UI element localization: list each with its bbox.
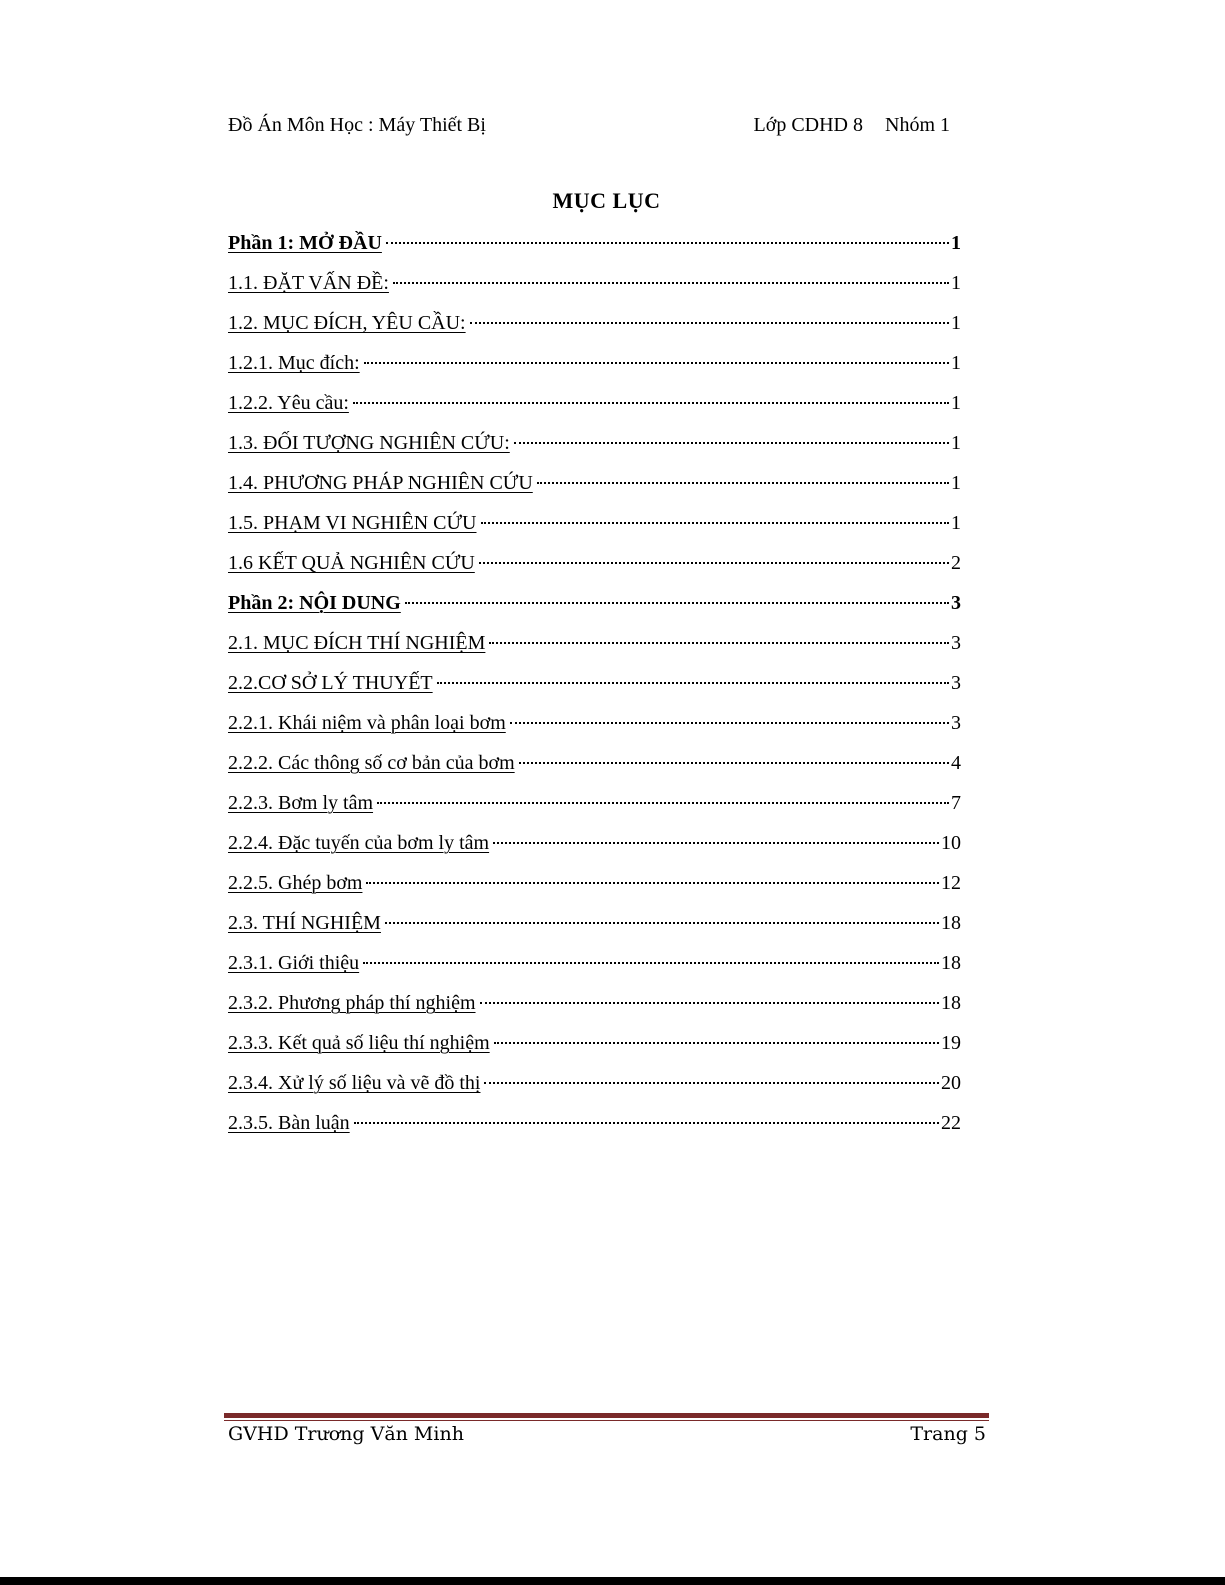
toc-entry-label[interactable]: 2.2.2. Các thông số cơ bản của bơm [228, 752, 515, 774]
toc-entry[interactable] [228, 466, 961, 506]
toc-entry-page: 18 [941, 992, 961, 1014]
toc-entry-label[interactable]: 2.2.1. Khái niệm và phân loại bơm [228, 712, 506, 734]
toc-entry-page: 1 [951, 432, 961, 454]
toc-entry-page: 1 [951, 472, 961, 494]
table-of-contents [228, 226, 961, 1146]
page-header [228, 114, 950, 144]
toc-leader-dots [479, 562, 949, 564]
toc-entry-page: 4 [951, 752, 961, 774]
page-footer [228, 1423, 986, 1451]
toc-entry-label[interactable]: 1.6 KẾT QUẢ NGHIÊN CỨU [228, 552, 475, 574]
toc-entry[interactable] [228, 786, 961, 826]
toc-entry[interactable] [228, 1066, 961, 1106]
toc-leader-dots [484, 1082, 939, 1084]
toc-entry-page: 2 [951, 552, 961, 574]
toc-entry-label[interactable]: Phần 1: MỞ ĐẦU [228, 232, 382, 254]
toc-title: MỤC LỤC [552, 188, 661, 213]
page-edge [0, 1577, 1225, 1585]
toc-entry-page: 10 [941, 832, 961, 854]
toc-entry-page: 3 [951, 712, 961, 734]
toc-entry[interactable] [228, 346, 961, 386]
advisor-name: GVHD Trương Văn Minh [228, 1423, 464, 1445]
toc-leader-dots [514, 442, 949, 444]
toc-entry[interactable] [228, 1106, 961, 1146]
toc-entry-label[interactable]: 1.2. MỤC ĐÍCH, YÊU CẦU: [228, 312, 466, 334]
toc-leader-dots [510, 722, 949, 724]
toc-entry-label[interactable]: 2.2.4. Đặc tuyến của bơm ly tâm [228, 832, 490, 854]
toc-entry[interactable] [228, 426, 961, 466]
toc-leader-dots [385, 922, 939, 924]
toc-leader-dots [363, 962, 939, 964]
toc-entry-page: 18 [941, 952, 961, 974]
toc-leader-dots [519, 762, 949, 764]
toc-entry-page: 1 [951, 352, 961, 374]
class-group [754, 114, 950, 137]
class-label: Lớp CDHD 8 [753, 114, 863, 136]
toc-entry-label[interactable]: 2.2.3. Bơm ly tâm [228, 792, 374, 814]
toc-leader-dots [493, 842, 939, 844]
toc-entry[interactable] [228, 946, 961, 986]
toc-entry[interactable] [228, 666, 961, 706]
toc-entry-label[interactable]: 1.2.1. Mục đích: [228, 352, 360, 374]
toc-entry-page: 19 [941, 1032, 961, 1054]
toc-entry[interactable] [228, 746, 961, 786]
course-title: Đồ Án Môn Học : Máy Thiết Bị [228, 114, 486, 136]
toc-entry[interactable] [228, 986, 961, 1026]
toc-entry[interactable] [228, 306, 961, 346]
toc-leader-dots [366, 882, 939, 884]
toc-entry-label[interactable]: 2.3.4. Xử lý số liệu và vẽ đồ thị [228, 1072, 481, 1094]
toc-entry-label[interactable]: 1.4. PHƯƠNG PHÁP NGHIÊN CỨU [228, 472, 533, 494]
toc-entry[interactable] [228, 266, 961, 306]
toc-leader-dots [393, 282, 949, 284]
toc-entry[interactable] [228, 906, 961, 946]
toc-entry-label[interactable]: 2.2.CƠ SỞ LÝ THUYẾT [228, 672, 433, 694]
toc-entry-page: 22 [941, 1112, 961, 1134]
toc-entry[interactable] [228, 506, 961, 546]
toc-entry[interactable] [228, 546, 961, 586]
toc-entry-page: 3 [951, 632, 961, 654]
toc-leader-dots [386, 242, 949, 244]
toc-entry-page: 3 [951, 672, 961, 694]
toc-entry-page: 1 [951, 272, 961, 294]
toc-entry-label[interactable]: 2.3.2. Phương pháp thí nghiệm [228, 992, 476, 1014]
toc-entry-page: 1 [951, 512, 961, 534]
toc-entry-page: 3 [951, 592, 961, 614]
toc-entry-label[interactable]: 2.3.5. Bàn luận [228, 1112, 350, 1134]
toc-leader-dots [364, 362, 949, 364]
toc-leader-dots [480, 1002, 939, 1004]
toc-leader-dots [537, 482, 949, 484]
toc-entry[interactable] [228, 386, 961, 426]
toc-entry-page: 1 [951, 312, 961, 334]
toc-entry-page: 12 [941, 872, 961, 894]
toc-entry[interactable] [228, 586, 961, 626]
toc-entry-label[interactable]: Phần 2: NỘI DUNG [228, 592, 401, 614]
toc-entry[interactable] [228, 826, 961, 866]
toc-entry-label[interactable]: 2.3.3. Kết quả số liệu thí nghiệm [228, 1032, 490, 1054]
toc-leader-dots [405, 602, 949, 604]
group-label: Nhóm 1 [885, 114, 950, 136]
toc-entry-label[interactable]: 2.2.5. Ghép bơm [228, 872, 363, 894]
toc-leader-dots [489, 642, 949, 644]
toc-entry[interactable] [228, 1026, 961, 1066]
toc-leader-dots [437, 682, 949, 684]
toc-entry-label[interactable]: 1.2.2. Yêu cầu: [228, 392, 349, 414]
toc-entry-page: 18 [941, 912, 961, 934]
toc-leader-dots [353, 402, 949, 404]
toc-entry[interactable] [228, 866, 961, 906]
toc-entry[interactable] [228, 706, 961, 746]
toc-entry[interactable] [228, 626, 961, 666]
toc-entry-label[interactable]: 1.5. PHẠM VI NGHIÊN CỨU [228, 512, 477, 534]
toc-entry-label[interactable]: 1.1. ĐẶT VẤN ĐỀ: [228, 272, 389, 294]
toc-entry-page: 20 [941, 1072, 961, 1094]
page-number: Trang 5 [910, 1423, 986, 1445]
toc-entry-label[interactable]: 2.3.1. Giới thiệu [228, 952, 360, 974]
toc-leader-dots [481, 522, 950, 524]
toc-entry-page: 1 [951, 232, 961, 254]
toc-leader-dots [354, 1122, 939, 1124]
toc-entry-label[interactable]: 1.3. ĐỐI TƯỢNG NGHIÊN CỨU: [228, 432, 510, 454]
toc-entry-page: 1 [951, 392, 961, 414]
toc-entry[interactable] [228, 226, 961, 266]
toc-entry-label[interactable]: 2.1. MỤC ĐÍCH THÍ NGHIỆM [228, 632, 486, 654]
toc-leader-dots [377, 802, 949, 804]
toc-entry-label[interactable]: 2.3. THÍ NGHIỆM [228, 912, 381, 934]
toc-leader-dots [470, 322, 949, 324]
toc-leader-dots [494, 1042, 939, 1044]
toc-entry-page: 7 [951, 792, 961, 814]
